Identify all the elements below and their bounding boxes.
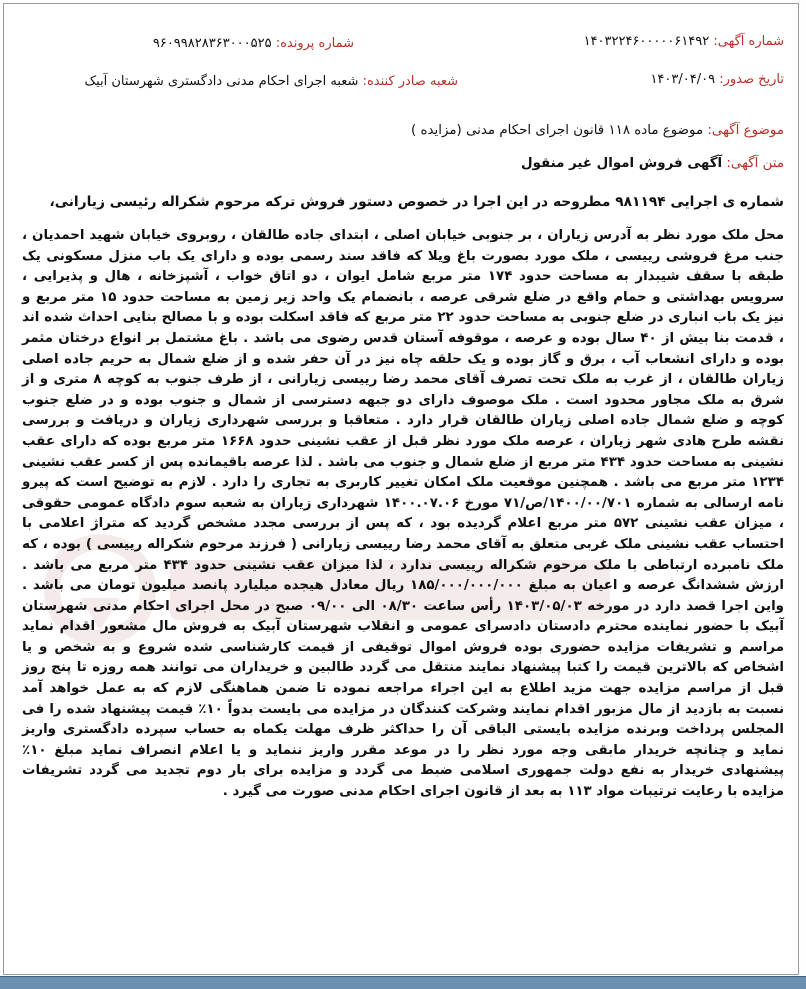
topic-label: موضوع آگهی:: [707, 123, 784, 138]
case-number-value: ۹۶۰۹۹۸۲۸۳۶۳۰۰۰۵۲۵: [152, 36, 272, 51]
notice-number: [584, 34, 784, 49]
issue-date-value: ۱۴۰۳/۰۴/۰۹: [650, 72, 716, 87]
topic: [411, 123, 784, 138]
case-number: [153, 36, 354, 51]
bottom-scrollbar[interactable]: [0, 976, 806, 989]
notice-body: محل ملک مورد نظر به آدرس زیاران ، بر جنوبی خیابان اصلی ، ابتدای جاده طالقان ، روبروی خیابان شهید احمدیان ، جنب مرغ فروشی رییسی ، ملک مورد بصورت باغ ویلا که فاقد سند رسمی بوده و دارای یک باب منزل مسکونی یک طبقه با سقف شیبدار به مساحت حدود ۱۷۴ متر مربع شامل ایوان ، دو اتاق خواب ، آشپزخانه ، هال و پذیرایی ، سرویس بهداشتی و حمام واقع در ضلع شرقی عرصه ، بانضمام یک واحد زیر زمین به مساحت حدود ۱۵ متر مربع و نیز یک باب انباری در ضلع جنوبی به مساحت حدود ۲۲ متر مربع که فاقد اسکلت بوده و با مصالح بنایی احداث شده اند ، قدمت بنا بیش از ۴۰ سال بوده و عرصه ، موقوفه آستان قدس رضوی می باشد . باغ مشتمل بر انواع درختان مثمر بوده و دارای انشعاب آب ، برق و گاز بوده و یک حلقه چاه نیز در آن حفر شده و از ضلع شمال به حریم جاده اصلی زیاران طالقان ، از غرب به ملک تحت تصرف آقای محمد رضا رییسی زیارانی ، از طرف جنوب به کوچه ۸ متری و از شرق به ملک مجاور محدود است . ملک موصوف دارای دو جبهه دسترسی از شمال و جنوب بوده و در ضلع جنوب کوچه و ضلع شمال جاده اصلی زیاران طالقان قرار دارد . متعاقبا و بررسی شهرداری زیاران و دریافت و بررسی نقشه طرح هادی شهر زیاران ، عرصه ملک مورد نظر قبل از عقب نشینی حدود ۱۶۶۸ متر مربع بوده که دارای عقب نشینی به مساحت حدود ۴۳۴ متر مربع از ضلع شمال و جنوب می باشد . لذا عرصه باقیمانده پس از کسر عقب نشینی ۱۲۳۴ متر مربع می باشد . همچنین موقعیت ملک امکان تغییر کاربری به تجاری را دارد . لازم به توضیح است که پیرو نامه ارسالی به شماره ۱۴۰۰/۰۰/۷۰۱/ص/۷۱ مورخ ۱۴۰۰.۰۷.۰۶ شهرداری زیاران به شعبه سوم دادگاه عمومی حقوقی ، میزان عقب نشینی ۵۷۲ متر مربع اعلام گردیده بود ، که پس از بررسی مجدد مشخص گردید که متراژ اعلامی با احتساب عقب نشینی ملک غربی متعلق به آقای محمد رضا رییسی زیارانی ( فرزند مرحوم شکراله رییسی ) بوده ، که ملک نامبرده ارتباطی با ملک مرحوم شکراله رییسی ندارد ، لذا میزان عقب نشینی حدود ۴۳۴ متر مربع می باشد . ارزش ششدانگ عرصه و اعیان به مبلغ ۱۸۵/۰۰۰/۰۰۰/۰۰۰ ریال معادل هیجده میلیارد پانصد میلیون تومان می باشد . واین اجرا قصد دارد در مورخه ۱۴۰۳/۰۵/۰۳ رأس ساعت ۰۸/۳۰ الی ۰۹/۰۰ صبح در محل اجرای احکام مدنی شهرستان آبیک با حضور نماینده محترم دادستان دادسرای عمومی و انقلاب شهرستان آبیک به فروش مال مشعور اقدام نماید مراسم و تشریفات مزایده حضوری بوده فروش اموال توقیفی از قیمت کارشناسی شده شروع و به شخص و یا اشخاص که بالاترین قیمت را کتبا پیشنهاد نمایند منتقل می گردد طالبین و خریداران می توانند همه روزه تا پنج روز قبل از مراسم مزایده جهت مزید اطلاع به این اجراء مراجعه نموده تا ضمن هماهنگی لازم که به عمل خواهد آمد نسبت به بازدید از مال مزبور اقدام نمایند وشرکت کنندگان در مزایده می بایست بدواً ۱۰٪ قیمت پیشنهاد شده را فی المجلس پرداخت وبرنده مزایده بایستی الباقی آن را حداکثر ظرف مهلت یکماه به حساب سپرده دادگستری واریز نماید و چنانچه خریدار مابقی وجه مورد نظر را در موعد مقرر واریز ننماید و یا اعلام انصراف نماید مبلغ ۱۰٪ پیشنهادی خریدار به نفع دولت جمهوری اسلامی ضبط می گردد و مزایده برای بار دوم تجدید می گردد تشریفات مزایده با رعایت ترتیبات مواد ۱۱۳ به بعد از قانون اجرای احکام مدنی صورت می گیرد .: [22, 228, 785, 800]
topic-value: موضوع ماده ۱۱۸ قانون اجرای احکام مدنی (مزایده ): [411, 123, 704, 138]
notice-text: [521, 156, 784, 171]
notice-number-label: شماره آگهی:: [713, 34, 784, 49]
notice-text-label: متن آگهی:: [726, 156, 784, 171]
notice-number-value: ۱۴۰۳۲۲۴۶۰۰۰۰۰۶۱۴۹۲: [583, 34, 710, 49]
issuing-branch-label: شعبه صادر کننده:: [362, 74, 458, 89]
issue-date-label: تاریخ صدور:: [719, 72, 784, 87]
notice-text-value: آگهی فروش اموال غیر منقول: [520, 156, 723, 171]
subject-line: شماره ی اجرایی ۹۸۱۱۹۴ مطروحه در این اجرا در خصوص دستور فروش ترکه مرحوم شکراله رئیسی زیارانی،: [49, 194, 784, 210]
case-number-label: شماره پرونده:: [275, 36, 354, 51]
issue-date: [650, 72, 784, 87]
issuing-branch-value: شعبه اجرای احکام مدنی دادگستری شهرستان آبیک: [84, 74, 359, 89]
issuing-branch: [84, 74, 458, 89]
